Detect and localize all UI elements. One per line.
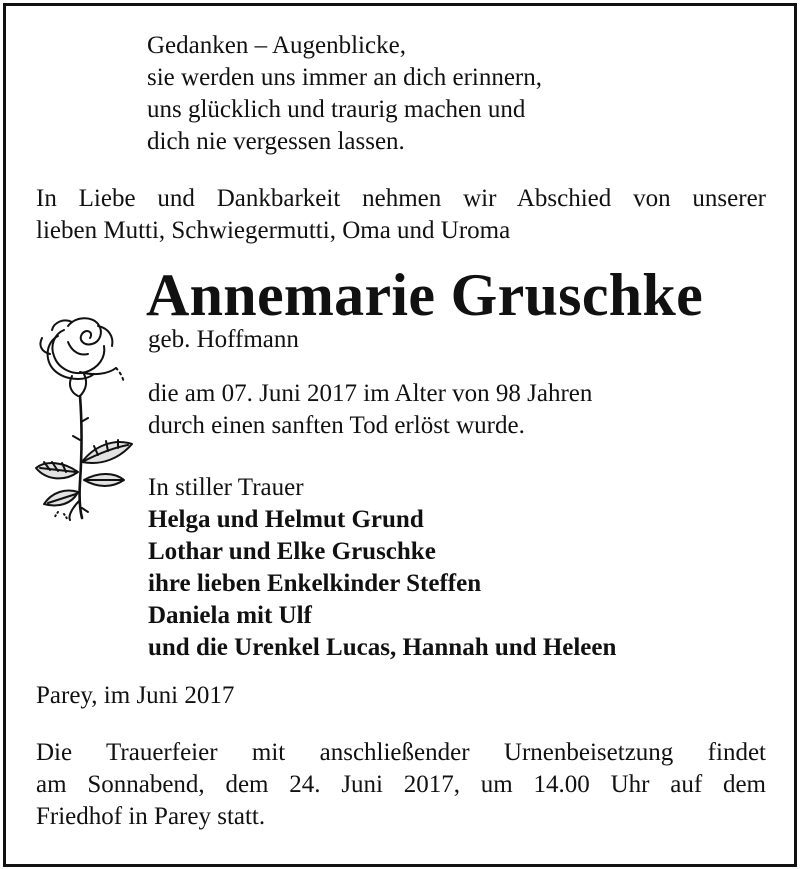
poem-line: sie werden uns immer an dich erinnern, — [147, 64, 543, 91]
poem — [147, 30, 542, 158]
place-date: Parey, im Juni 2017 — [36, 682, 235, 709]
poem-line: Gedanken – Augenblicke, — [147, 32, 406, 59]
death-line: die am 07. Juni 2017 im Alter von 98 Jahren — [148, 380, 593, 407]
intro-line: lieben Mutti, Schwiegermutti, Oma und Uroma — [36, 217, 511, 244]
mourner-name: und die Urenkel Lucas, Hannah und Heleen — [148, 634, 617, 661]
mourner-name: ihre lieben Enkelkinder Steffen — [148, 570, 482, 597]
intro-line: In Liebe und Dankbarkeit nehmen wir Abschied von unserer — [36, 185, 766, 212]
mourner-name: Lothar und Elke Gruschke — [148, 538, 436, 565]
intro-text — [36, 183, 766, 247]
mourners-block — [148, 472, 616, 664]
mourners-intro: In stiller Trauer — [148, 474, 304, 501]
death-line: durch einen sanften Tod erlöst wurde. — [148, 412, 525, 439]
deceased-name: Annemarie Gruschke — [146, 262, 704, 328]
rose-icon — [28, 312, 140, 522]
funeral-line: am Sonnabend, dem 24. Juni 2017, um 14.00 Uhr auf dem — [36, 771, 766, 798]
maiden-name: geb. Hoffmann — [148, 326, 299, 353]
mourner-name: Daniela mit Ulf — [148, 602, 312, 629]
funeral-line: Die Trauerfeier mit anschließender Urnenbeisetzung findet — [36, 739, 766, 766]
funeral-info — [36, 737, 766, 833]
funeral-line: Friedhof in Parey statt. — [36, 803, 266, 830]
poem-line: dich nie vergessen lassen. — [147, 128, 405, 155]
poem-line: uns glücklich und traurig machen und — [147, 96, 526, 123]
death-notice — [148, 378, 592, 442]
mourner-name: Helga und Helmut Grund — [148, 506, 424, 533]
